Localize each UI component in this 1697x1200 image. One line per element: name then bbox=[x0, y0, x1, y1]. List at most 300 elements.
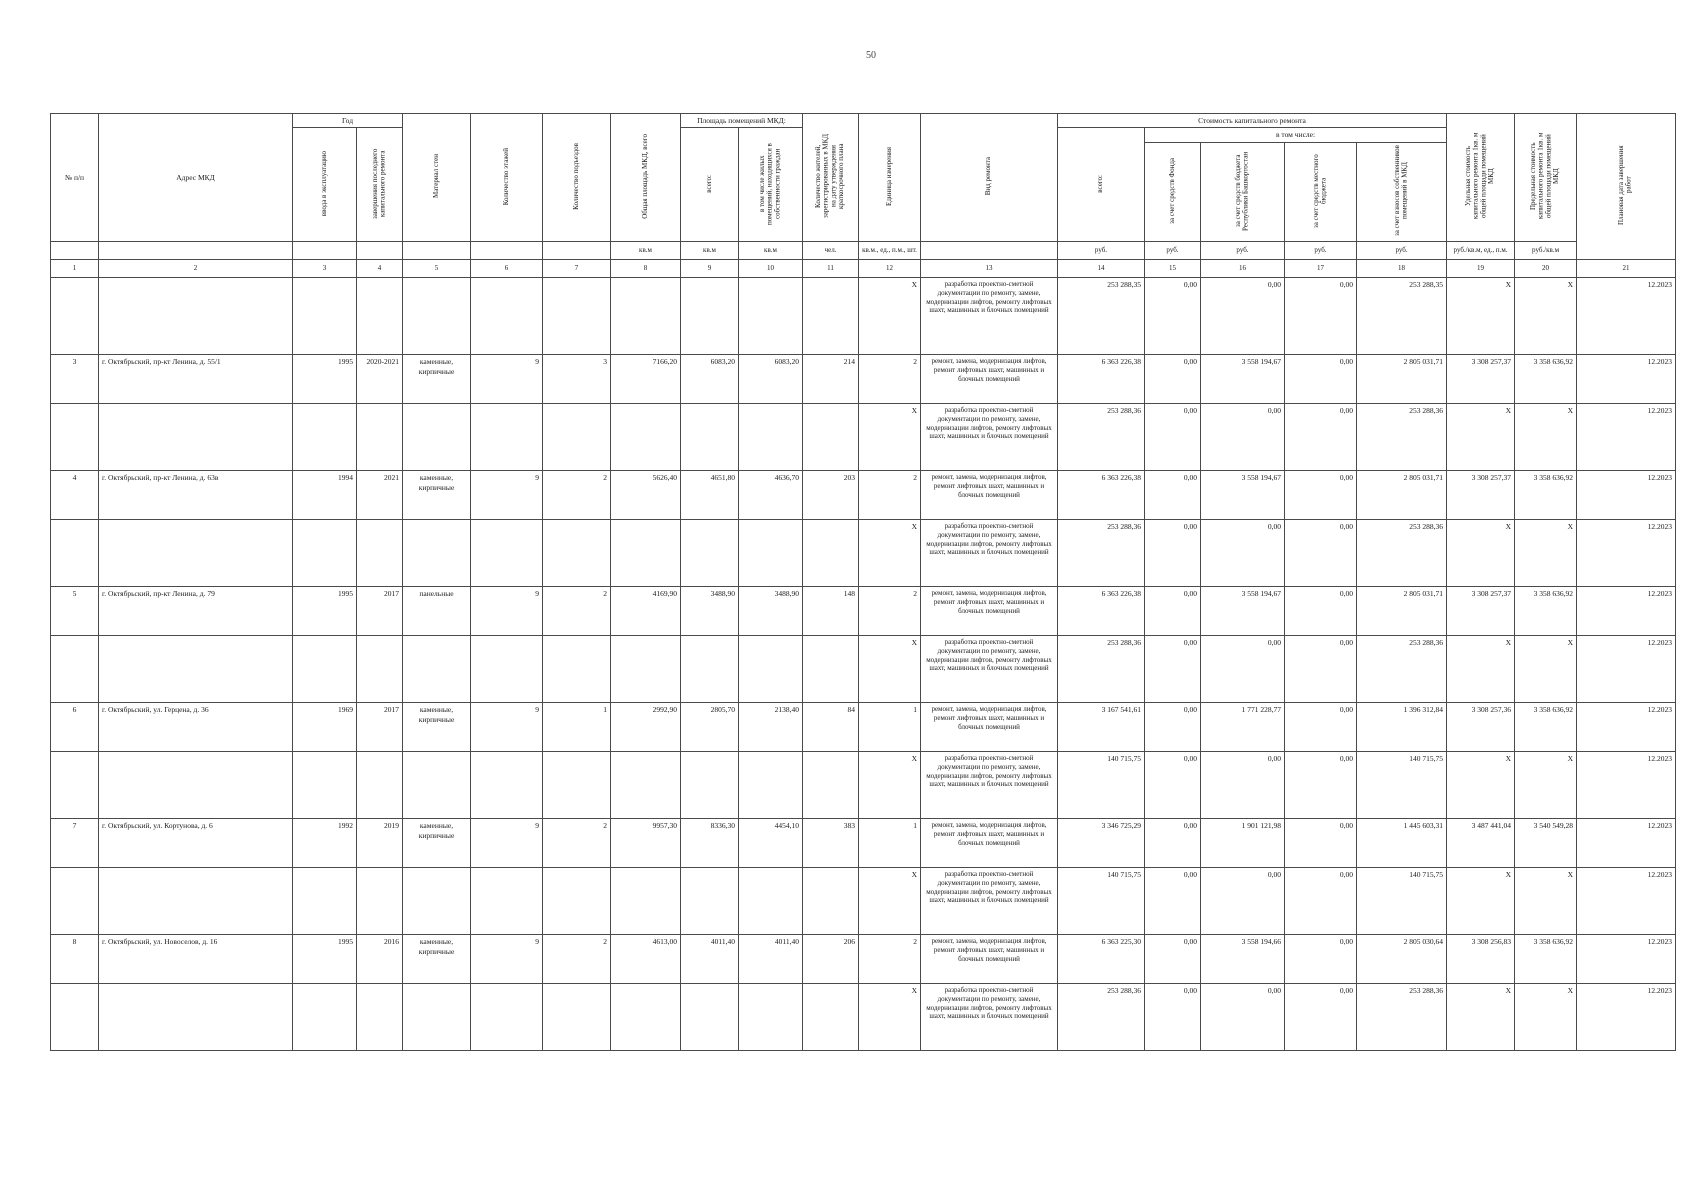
header-cost-group: Стоимость капитального ремонта bbox=[1058, 114, 1447, 128]
row-year-last-repair: 2019 bbox=[357, 819, 403, 868]
unit-cell: руб./кв.м bbox=[1515, 242, 1577, 260]
row-address bbox=[99, 404, 293, 471]
row-number bbox=[51, 636, 99, 703]
column-number: 13 bbox=[921, 260, 1058, 278]
row-year-last-repair bbox=[357, 404, 403, 471]
row-cost-republic: 0,00 bbox=[1201, 984, 1285, 1051]
row-repair-type: разработка проектно-сметной документации по ремонту, замене, модернизации лифтов, ремонту лифтовых шахт, машинных и блочных помещений bbox=[921, 404, 1058, 471]
row-wall-material: каменные, кирпичные bbox=[403, 471, 471, 520]
row-limit-cost: X bbox=[1515, 752, 1577, 819]
header-floors: Количество этажей bbox=[471, 114, 543, 242]
row-cost-owners: 2 805 031,71 bbox=[1357, 587, 1447, 636]
table-row bbox=[51, 935, 1676, 984]
column-number: 18 bbox=[1357, 260, 1447, 278]
row-unit: X bbox=[859, 984, 921, 1051]
column-number: 16 bbox=[1201, 260, 1285, 278]
row-cost-fund: 0,00 bbox=[1145, 471, 1201, 520]
row-limit-cost: 3 358 636,92 bbox=[1515, 935, 1577, 984]
row-cost-local: 0,00 bbox=[1285, 819, 1357, 868]
row-premises-total bbox=[681, 752, 739, 819]
row-year-last-repair bbox=[357, 636, 403, 703]
row-cost-total: 3 167 541,61 bbox=[1058, 703, 1145, 752]
row-cost-republic: 3 558 194,66 bbox=[1201, 935, 1285, 984]
row-number: 7 bbox=[51, 819, 99, 868]
row-number: 5 bbox=[51, 587, 99, 636]
row-premises-residential: 3488,90 bbox=[739, 587, 803, 636]
row-specific-cost: X bbox=[1447, 752, 1515, 819]
row-residents: 148 bbox=[803, 587, 859, 636]
row-specific-cost: 3 308 257,36 bbox=[1447, 703, 1515, 752]
row-specific-cost: X bbox=[1447, 404, 1515, 471]
row-cost-total: 253 288,36 bbox=[1058, 984, 1145, 1051]
row-planned-date: 12.2023 bbox=[1577, 520, 1676, 587]
row-repair-type: разработка проектно-сметной документации по ремонту, замене, модернизации лифтов, ремонту лифтовых шахт, машинных и блочных помещений bbox=[921, 752, 1058, 819]
row-premises-total: 8336,30 bbox=[681, 819, 739, 868]
row-specific-cost: 3 487 441,04 bbox=[1447, 819, 1515, 868]
row-cost-owners: 253 288,36 bbox=[1357, 520, 1447, 587]
column-number: 17 bbox=[1285, 260, 1357, 278]
column-number: 8 bbox=[611, 260, 681, 278]
row-entrances bbox=[543, 752, 611, 819]
row-premises-total bbox=[681, 984, 739, 1051]
row-cost-republic: 0,00 bbox=[1201, 520, 1285, 587]
row-wall-material bbox=[403, 520, 471, 587]
row-unit: 1 bbox=[859, 703, 921, 752]
row-specific-cost: 3 308 257,37 bbox=[1447, 587, 1515, 636]
row-premises-residential bbox=[739, 278, 803, 355]
row-planned-date: 12.2023 bbox=[1577, 587, 1676, 636]
row-limit-cost: X bbox=[1515, 404, 1577, 471]
table-row bbox=[51, 868, 1676, 935]
row-premises-residential: 2138,40 bbox=[739, 703, 803, 752]
row-address bbox=[99, 984, 293, 1051]
row-floors: 9 bbox=[471, 587, 543, 636]
row-year-last-repair: 2017 bbox=[357, 703, 403, 752]
row-limit-cost: 3 358 636,92 bbox=[1515, 587, 1577, 636]
row-year-commission bbox=[293, 636, 357, 703]
row-number: 6 bbox=[51, 703, 99, 752]
row-limit-cost: X bbox=[1515, 984, 1577, 1051]
row-cost-owners: 1 445 603,31 bbox=[1357, 819, 1447, 868]
page-number: 50 bbox=[866, 50, 876, 61]
row-cost-local: 0,00 bbox=[1285, 587, 1357, 636]
row-residents: 84 bbox=[803, 703, 859, 752]
row-total-area: 9957,30 bbox=[611, 819, 681, 868]
row-total-area: 2992,90 bbox=[611, 703, 681, 752]
row-year-last-repair bbox=[357, 868, 403, 935]
row-residents bbox=[803, 404, 859, 471]
row-number: 3 bbox=[51, 355, 99, 404]
row-address bbox=[99, 752, 293, 819]
row-total-area bbox=[611, 278, 681, 355]
row-floors: 9 bbox=[471, 935, 543, 984]
column-number: 7 bbox=[543, 260, 611, 278]
row-premises-residential bbox=[739, 636, 803, 703]
column-number: 1 bbox=[51, 260, 99, 278]
row-premises-total: 2805,70 bbox=[681, 703, 739, 752]
row-repair-type: ремонт, замена, модернизация лифтов, ремонт лифтовых шахт, машинных и блочных помещений bbox=[921, 819, 1058, 868]
row-planned-date: 12.2023 bbox=[1577, 471, 1676, 520]
row-unit: X bbox=[859, 752, 921, 819]
row-residents: 206 bbox=[803, 935, 859, 984]
row-total-area bbox=[611, 984, 681, 1051]
row-year-last-repair: 2016 bbox=[357, 935, 403, 984]
row-unit: X bbox=[859, 868, 921, 935]
row-planned-date: 12.2023 bbox=[1577, 703, 1676, 752]
row-floors: 9 bbox=[471, 355, 543, 404]
column-number: 5 bbox=[403, 260, 471, 278]
row-wall-material: каменные, кирпичные bbox=[403, 935, 471, 984]
row-unit: 2 bbox=[859, 587, 921, 636]
row-floors bbox=[471, 752, 543, 819]
row-cost-republic: 1 901 121,98 bbox=[1201, 819, 1285, 868]
row-number: 4 bbox=[51, 471, 99, 520]
row-year-last-repair: 2020-2021 bbox=[357, 355, 403, 404]
row-year-last-repair bbox=[357, 984, 403, 1051]
row-cost-republic: 0,00 bbox=[1201, 404, 1285, 471]
table-row bbox=[51, 703, 1676, 752]
row-year-commission bbox=[293, 752, 357, 819]
header-repair-type: Вид ремонта bbox=[921, 114, 1058, 242]
row-premises-total: 6083,20 bbox=[681, 355, 739, 404]
row-specific-cost: 3 308 256,83 bbox=[1447, 935, 1515, 984]
row-planned-date: 12.2023 bbox=[1577, 984, 1676, 1051]
column-number: 15 bbox=[1145, 260, 1201, 278]
row-cost-owners: 253 288,36 bbox=[1357, 636, 1447, 703]
header-entrances: Количество подъездов bbox=[543, 114, 611, 242]
row-floors bbox=[471, 984, 543, 1051]
row-cost-fund: 0,00 bbox=[1145, 819, 1201, 868]
row-cost-republic: 0,00 bbox=[1201, 278, 1285, 355]
row-year-last-repair bbox=[357, 752, 403, 819]
row-floors: 9 bbox=[471, 471, 543, 520]
row-residents: 383 bbox=[803, 819, 859, 868]
row-wall-material bbox=[403, 984, 471, 1051]
row-floors bbox=[471, 278, 543, 355]
row-number bbox=[51, 278, 99, 355]
row-premises-residential: 6083,20 bbox=[739, 355, 803, 404]
row-year-commission bbox=[293, 868, 357, 935]
table-row bbox=[51, 471, 1676, 520]
column-number: 14 bbox=[1058, 260, 1145, 278]
row-wall-material: каменные, кирпичные bbox=[403, 703, 471, 752]
row-specific-cost: X bbox=[1447, 868, 1515, 935]
column-number: 3 bbox=[293, 260, 357, 278]
row-residents bbox=[803, 868, 859, 935]
row-cost-fund: 0,00 bbox=[1145, 520, 1201, 587]
row-number bbox=[51, 752, 99, 819]
header-num: № п/п bbox=[51, 114, 99, 242]
column-number: 21 bbox=[1577, 260, 1676, 278]
column-number: 20 bbox=[1515, 260, 1577, 278]
row-floors: 9 bbox=[471, 703, 543, 752]
row-limit-cost: X bbox=[1515, 636, 1577, 703]
row-cost-owners: 253 288,36 bbox=[1357, 984, 1447, 1051]
row-address bbox=[99, 520, 293, 587]
column-number: 4 bbox=[357, 260, 403, 278]
row-repair-type: разработка проектно-сметной документации по ремонту, замене, модернизации лифтов, ремонту лифтовых шахт, машинных и блочных помещений bbox=[921, 520, 1058, 587]
row-limit-cost: 3 358 636,92 bbox=[1515, 703, 1577, 752]
row-premises-residential bbox=[739, 404, 803, 471]
row-cost-owners: 253 288,36 bbox=[1357, 404, 1447, 471]
unit-cell: руб. bbox=[1285, 242, 1357, 260]
row-cost-owners: 2 805 031,71 bbox=[1357, 355, 1447, 404]
row-address: г. Октябрьский, пр-кт Ленина, д. 63в bbox=[99, 471, 293, 520]
row-entrances: 2 bbox=[543, 819, 611, 868]
row-cost-republic: 0,00 bbox=[1201, 868, 1285, 935]
row-cost-local: 0,00 bbox=[1285, 404, 1357, 471]
table-row bbox=[51, 278, 1676, 355]
row-year-last-repair: 2021 bbox=[357, 471, 403, 520]
table-row bbox=[51, 819, 1676, 868]
row-entrances bbox=[543, 636, 611, 703]
row-number: 8 bbox=[51, 935, 99, 984]
row-total-area: 4613,00 bbox=[611, 935, 681, 984]
unit-cell: кв.м., ед., п.м., шт. bbox=[859, 242, 921, 260]
table-body bbox=[51, 278, 1676, 1051]
row-specific-cost: 3 308 257,37 bbox=[1447, 471, 1515, 520]
row-entrances: 1 bbox=[543, 703, 611, 752]
row-cost-fund: 0,00 bbox=[1145, 984, 1201, 1051]
column-number: 10 bbox=[739, 260, 803, 278]
row-year-commission bbox=[293, 404, 357, 471]
row-cost-total: 6 363 226,38 bbox=[1058, 355, 1145, 404]
row-wall-material bbox=[403, 868, 471, 935]
unit-cell: руб. bbox=[1058, 242, 1145, 260]
row-repair-type: разработка проектно-сметной документации по ремонту, замене, модернизации лифтов, ремонту лифтовых шахт, машинных и блочных помещений bbox=[921, 984, 1058, 1051]
table-header bbox=[51, 114, 1676, 278]
header-specific-cost: Удельная стоимость капитального ремонта 1кв. м общей площади помещений МКД bbox=[1447, 114, 1515, 242]
unit-cell: кв.м bbox=[739, 242, 803, 260]
row-address: г. Октябрьский, пр-кт Ленина, д. 79 bbox=[99, 587, 293, 636]
row-premises-total: 4651,80 bbox=[681, 471, 739, 520]
row-year-commission: 1995 bbox=[293, 355, 357, 404]
row-wall-material bbox=[403, 636, 471, 703]
column-number: 12 bbox=[859, 260, 921, 278]
row-planned-date: 12.2023 bbox=[1577, 355, 1676, 404]
row-residents: 214 bbox=[803, 355, 859, 404]
row-cost-republic: 1 771 228,77 bbox=[1201, 703, 1285, 752]
row-cost-local: 0,00 bbox=[1285, 984, 1357, 1051]
row-limit-cost: X bbox=[1515, 520, 1577, 587]
row-repair-type: разработка проектно-сметной документации по ремонту, замене, модернизации лифтов, ремонту лифтовых шахт, машинных и блочных помещений bbox=[921, 636, 1058, 703]
row-cost-total: 6 363 226,38 bbox=[1058, 471, 1145, 520]
row-repair-type: ремонт, замена, модернизация лифтов, ремонт лифтовых шахт, машинных и блочных помещений bbox=[921, 471, 1058, 520]
row-specific-cost: X bbox=[1447, 278, 1515, 355]
header-cost-fund: за счет средств Фонда bbox=[1145, 142, 1201, 241]
row-wall-material: каменные, кирпичные bbox=[403, 819, 471, 868]
row-cost-fund: 0,00 bbox=[1145, 636, 1201, 703]
row-limit-cost: 3 540 549,28 bbox=[1515, 819, 1577, 868]
row-floors bbox=[471, 636, 543, 703]
unit-cell: чел. bbox=[803, 242, 859, 260]
row-residents bbox=[803, 520, 859, 587]
row-cost-republic: 3 558 194,67 bbox=[1201, 355, 1285, 404]
row-total-area bbox=[611, 636, 681, 703]
row-premises-residential bbox=[739, 984, 803, 1051]
row-floors bbox=[471, 520, 543, 587]
row-cost-owners: 140 715,75 bbox=[1357, 868, 1447, 935]
row-premises-residential bbox=[739, 520, 803, 587]
units-row bbox=[51, 242, 1676, 260]
row-unit: X bbox=[859, 278, 921, 355]
row-address bbox=[99, 278, 293, 355]
row-total-area bbox=[611, 404, 681, 471]
row-cost-local: 0,00 bbox=[1285, 752, 1357, 819]
row-entrances: 3 bbox=[543, 355, 611, 404]
row-residents bbox=[803, 278, 859, 355]
header-limit-cost: Предельная стоимость капитального ремонта 1кв. м общей площади помещений МКД bbox=[1515, 114, 1577, 242]
row-cost-local: 0,00 bbox=[1285, 636, 1357, 703]
row-number bbox=[51, 868, 99, 935]
header-residents: Количество жителей, зарегистрированных в МКД на дату утверждения краткосрочного плана bbox=[803, 114, 859, 242]
row-floors bbox=[471, 404, 543, 471]
table-row bbox=[51, 984, 1676, 1051]
row-year-commission: 1969 bbox=[293, 703, 357, 752]
row-premises-total bbox=[681, 278, 739, 355]
row-address: г. Октябрьский, ул. Герцена, д. 36 bbox=[99, 703, 293, 752]
row-cost-local: 0,00 bbox=[1285, 278, 1357, 355]
row-address bbox=[99, 636, 293, 703]
row-premises-total: 3488,90 bbox=[681, 587, 739, 636]
row-premises-total bbox=[681, 636, 739, 703]
row-total-area: 4169,90 bbox=[611, 587, 681, 636]
row-address: г. Октябрьский, ул. Новоселов, д. 16 bbox=[99, 935, 293, 984]
header-cost-local: за счет средств местного бюджета bbox=[1285, 142, 1357, 241]
row-entrances: 2 bbox=[543, 935, 611, 984]
table-row bbox=[51, 636, 1676, 703]
column-number: 6 bbox=[471, 260, 543, 278]
row-premises-total: 4011,40 bbox=[681, 935, 739, 984]
unit-cell: кв.м bbox=[611, 242, 681, 260]
row-cost-total: 6 363 225,30 bbox=[1058, 935, 1145, 984]
header-address: Адрес МКД bbox=[99, 114, 293, 242]
row-floors bbox=[471, 868, 543, 935]
row-limit-cost: 3 358 636,92 bbox=[1515, 355, 1577, 404]
header-year-commission: ввода в эксплуатацию bbox=[293, 128, 357, 242]
row-year-last-repair bbox=[357, 520, 403, 587]
row-unit: X bbox=[859, 520, 921, 587]
row-total-area bbox=[611, 520, 681, 587]
header-year-group: Год bbox=[293, 114, 403, 128]
row-cost-fund: 0,00 bbox=[1145, 703, 1201, 752]
row-limit-cost: X bbox=[1515, 868, 1577, 935]
column-number: 2 bbox=[99, 260, 293, 278]
row-planned-date: 12.2023 bbox=[1577, 278, 1676, 355]
row-wall-material bbox=[403, 278, 471, 355]
row-planned-date: 12.2023 bbox=[1577, 868, 1676, 935]
row-premises-total bbox=[681, 868, 739, 935]
row-cost-fund: 0,00 bbox=[1145, 355, 1201, 404]
table-row bbox=[51, 355, 1676, 404]
row-specific-cost: X bbox=[1447, 636, 1515, 703]
row-year-last-repair: 2017 bbox=[357, 587, 403, 636]
row-entrances bbox=[543, 520, 611, 587]
row-specific-cost: X bbox=[1447, 520, 1515, 587]
row-unit: X bbox=[859, 404, 921, 471]
row-cost-fund: 0,00 bbox=[1145, 404, 1201, 471]
row-total-area: 7166,20 bbox=[611, 355, 681, 404]
row-premises-residential: 4011,40 bbox=[739, 935, 803, 984]
column-number: 11 bbox=[803, 260, 859, 278]
unit-cell: руб. bbox=[1145, 242, 1201, 260]
row-premises-residential: 4636,70 bbox=[739, 471, 803, 520]
row-total-area bbox=[611, 868, 681, 935]
row-cost-fund: 0,00 bbox=[1145, 587, 1201, 636]
row-residents bbox=[803, 752, 859, 819]
row-planned-date: 12.2023 bbox=[1577, 935, 1676, 984]
row-number bbox=[51, 404, 99, 471]
row-cost-local: 0,00 bbox=[1285, 935, 1357, 984]
row-limit-cost: 3 358 636,92 bbox=[1515, 471, 1577, 520]
header-cost-total: всего: bbox=[1058, 128, 1145, 242]
row-premises-residential bbox=[739, 752, 803, 819]
table-row bbox=[51, 752, 1676, 819]
row-year-commission bbox=[293, 984, 357, 1051]
row-entrances bbox=[543, 984, 611, 1051]
row-cost-fund: 0,00 bbox=[1145, 935, 1201, 984]
header-including: в том числе: bbox=[1145, 128, 1447, 142]
row-address: г. Октябрьский, ул. Кортунова, д. 6 bbox=[99, 819, 293, 868]
row-year-commission bbox=[293, 278, 357, 355]
column-numbers-row bbox=[51, 260, 1676, 278]
table-row bbox=[51, 404, 1676, 471]
row-repair-type: ремонт, замена, модернизация лифтов, ремонт лифтовых шахт, машинных и блочных помещений bbox=[921, 935, 1058, 984]
row-year-commission: 1995 bbox=[293, 935, 357, 984]
row-year-commission bbox=[293, 520, 357, 587]
row-cost-fund: 0,00 bbox=[1145, 278, 1201, 355]
row-cost-total: 140 715,75 bbox=[1058, 868, 1145, 935]
row-year-commission: 1992 bbox=[293, 819, 357, 868]
unit-cell: руб. bbox=[1357, 242, 1447, 260]
row-cost-local: 0,00 bbox=[1285, 703, 1357, 752]
row-residents bbox=[803, 984, 859, 1051]
row-cost-total: 253 288,36 bbox=[1058, 404, 1145, 471]
row-wall-material bbox=[403, 752, 471, 819]
row-cost-total: 253 288,35 bbox=[1058, 278, 1145, 355]
unit-cell: руб./кв.м, ед., п.м. bbox=[1447, 242, 1515, 260]
row-cost-republic: 0,00 bbox=[1201, 752, 1285, 819]
column-number: 19 bbox=[1447, 260, 1515, 278]
row-cost-fund: 0,00 bbox=[1145, 868, 1201, 935]
unit-cell: руб. bbox=[1201, 242, 1285, 260]
header-cost-republic: за счет средств бюджета Республики Башкортостан bbox=[1201, 142, 1285, 241]
row-total-area bbox=[611, 752, 681, 819]
row-cost-total: 140 715,75 bbox=[1058, 752, 1145, 819]
row-planned-date: 12.2023 bbox=[1577, 404, 1676, 471]
row-entrances: 2 bbox=[543, 471, 611, 520]
header-premises-group: Площадь помещений МКД: bbox=[681, 114, 803, 128]
header-planned-date: Плановая дата завершения работ bbox=[1577, 114, 1676, 260]
row-cost-fund: 0,00 bbox=[1145, 752, 1201, 819]
row-premises-residential: 4454,10 bbox=[739, 819, 803, 868]
row-repair-type: ремонт, замена, модернизация лифтов, ремонт лифтовых шахт, машинных и блочных помещений bbox=[921, 703, 1058, 752]
row-entrances bbox=[543, 404, 611, 471]
row-entrances: 2 bbox=[543, 587, 611, 636]
table-row bbox=[51, 587, 1676, 636]
row-number bbox=[51, 984, 99, 1051]
row-unit: 2 bbox=[859, 471, 921, 520]
row-planned-date: 12.2023 bbox=[1577, 819, 1676, 868]
capital-repair-table bbox=[50, 113, 1676, 1051]
row-cost-local: 0,00 bbox=[1285, 520, 1357, 587]
row-wall-material bbox=[403, 404, 471, 471]
row-address: г. Октябрьский, пр-кт Ленина, д. 55/1 bbox=[99, 355, 293, 404]
row-residents bbox=[803, 636, 859, 703]
row-repair-type: ремонт, замена, модернизация лифтов, ремонт лифтовых шахт, машинных и блочных помещений bbox=[921, 587, 1058, 636]
header-cost-owners: за счет взносов собственников помещений в МКД bbox=[1357, 142, 1447, 241]
row-year-commission: 1995 bbox=[293, 587, 357, 636]
